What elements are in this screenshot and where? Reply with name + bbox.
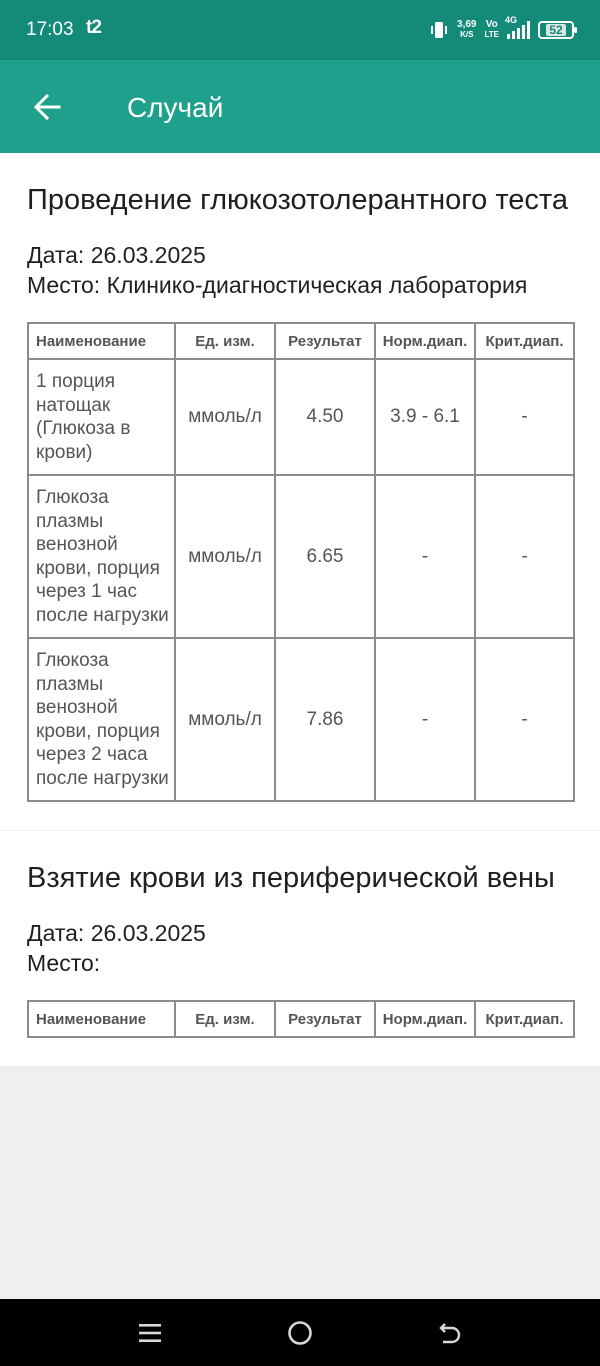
column-header-unit: Ед. изм. — [175, 323, 275, 359]
date-value: 26.03.2025 — [90, 920, 206, 946]
row-result: 6.65 — [275, 475, 375, 638]
row-norm: - — [375, 475, 475, 638]
row-name: Глюкоза плазмы венозной крови, порция через 1 час после нагрузки — [28, 475, 175, 638]
column-header-name: Наименование — [28, 1001, 175, 1037]
page-title: Случай — [127, 92, 224, 123]
net-speed-value: 3,69 — [457, 19, 477, 30]
system-back-button[interactable] — [433, 1316, 467, 1350]
row-unit: ммоль/л — [175, 638, 275, 801]
procedure-card — [0, 153, 600, 830]
procedure-title: Проведение глюкозотолерантного теста — [27, 184, 569, 216]
column-header-norm: Норм.диап. — [375, 323, 475, 359]
results-table — [27, 322, 575, 802]
row-result: 7.86 — [275, 638, 375, 801]
back-icon — [436, 1319, 464, 1347]
volte-bottom: LTE — [484, 30, 499, 39]
table-header-row — [28, 323, 574, 359]
app-bar — [0, 60, 600, 153]
table-row — [28, 638, 574, 801]
column-header-crit: Крит.диап. — [475, 323, 574, 359]
row-name: Глюкоза плазмы венозной крови, порция через 2 часа после нагрузки — [28, 638, 175, 801]
status-bar — [0, 0, 600, 60]
table-header-row — [28, 1001, 574, 1037]
date-label: Дата: — [27, 920, 85, 946]
date-line — [27, 240, 573, 270]
row-crit: - — [475, 475, 574, 638]
place-label: Место: — [27, 272, 101, 298]
procedure-meta — [27, 918, 573, 978]
date-line — [27, 918, 573, 948]
case-content[interactable] — [0, 153, 600, 1299]
results-table — [27, 1000, 575, 1038]
table-row — [28, 359, 574, 475]
procedure-title: Взятие крови из периферической вены — [27, 862, 555, 894]
battery-level: 52 — [546, 24, 565, 36]
row-crit: - — [475, 638, 574, 801]
date-label: Дата: — [27, 242, 85, 268]
row-crit: - — [475, 359, 574, 475]
volte-top: Vo — [485, 19, 498, 30]
back-button[interactable] — [22, 82, 72, 132]
place-label: Место: — [27, 950, 101, 976]
row-name: 1 порция натощак (Глюкоза в крови) — [28, 359, 175, 475]
network-type: 4G — [505, 15, 518, 25]
column-header-crit: Крит.диап. — [475, 1001, 574, 1037]
procedure-card — [0, 831, 600, 1066]
vibrate-icon — [429, 20, 449, 40]
home-button[interactable] — [283, 1316, 317, 1350]
place-line — [27, 948, 573, 978]
net-speed-unit: K/S — [460, 30, 474, 39]
row-norm: 3.9 - 6.1 — [375, 359, 475, 475]
net-speed — [457, 20, 476, 40]
procedure-meta — [27, 240, 573, 300]
row-unit: ммоль/л — [175, 359, 275, 475]
date-value: 26.03.2025 — [90, 242, 206, 268]
column-header-name: Наименование — [28, 323, 175, 359]
row-unit: ммоль/л — [175, 475, 275, 638]
row-norm: - — [375, 638, 475, 801]
battery-icon — [538, 21, 574, 39]
column-header-norm: Норм.диап. — [375, 1001, 475, 1037]
signal-icon — [505, 15, 530, 39]
arrow-left-icon — [32, 92, 62, 122]
carrier-label: t2 — [86, 17, 101, 38]
place-value: Клинико-диагностическая лаборатория — [106, 272, 528, 298]
table-row — [28, 475, 574, 638]
menu-icon — [137, 1321, 163, 1345]
column-header-result: Результат — [275, 1001, 375, 1037]
row-result: 4.50 — [275, 359, 375, 475]
column-header-unit: Ед. изм. — [175, 1001, 275, 1037]
status-indicators — [429, 15, 574, 45]
system-nav-bar — [0, 1299, 600, 1366]
place-line — [27, 270, 573, 300]
column-header-result: Результат — [275, 323, 375, 359]
status-time: 17:03 — [26, 19, 74, 40]
home-icon — [286, 1319, 314, 1347]
menu-button[interactable] — [133, 1316, 167, 1350]
volte-indicator — [484, 20, 499, 40]
